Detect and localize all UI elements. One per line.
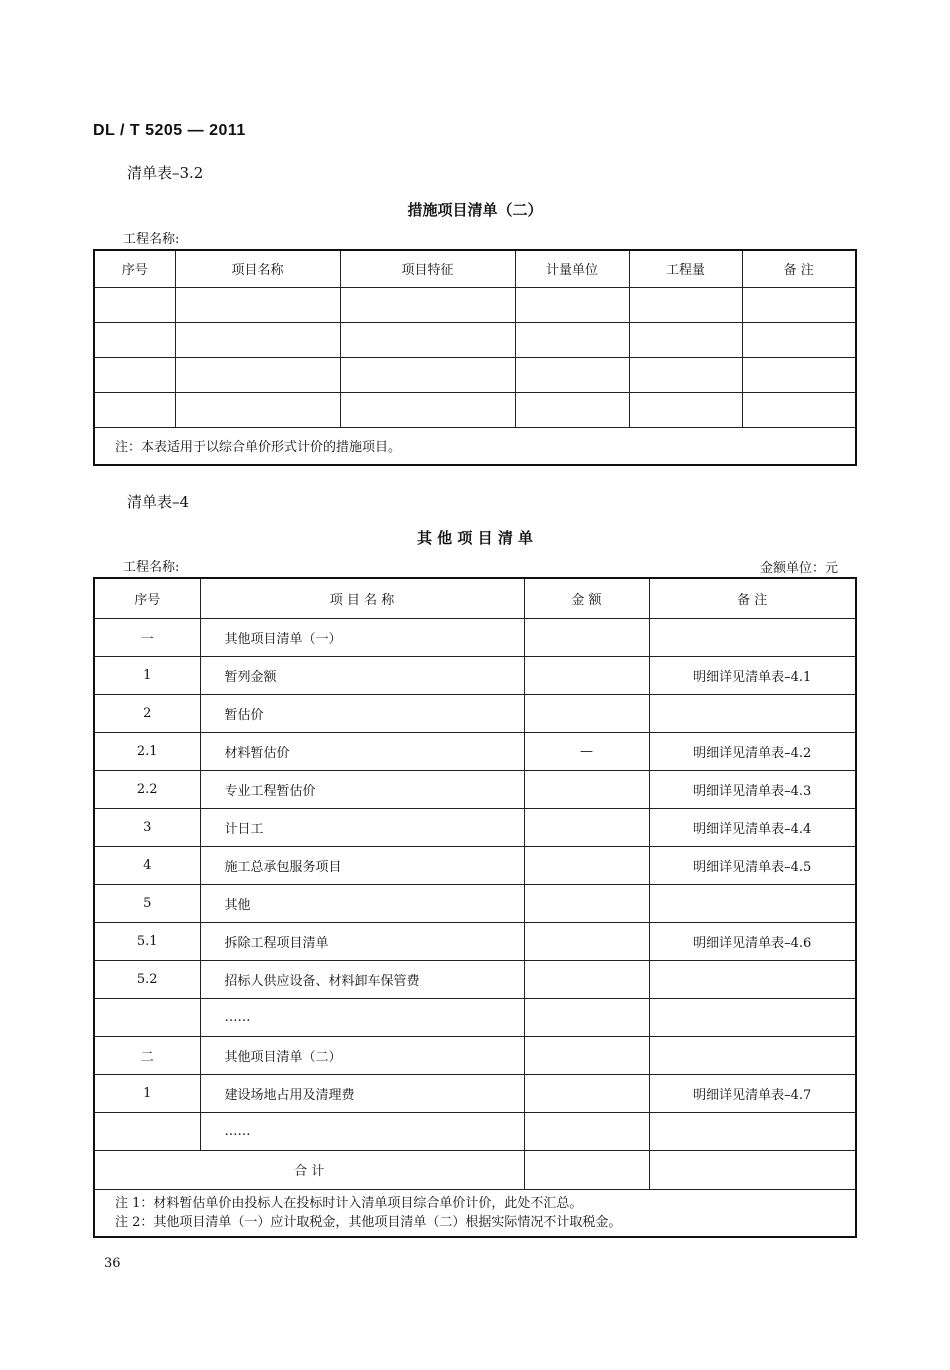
currency-unit-label: 金额单位：元 [759,561,838,576]
row-item-name: 施工总承包服务项目 [200,846,524,884]
row-item-name: 专业工程暂估价 [200,770,524,808]
total-amount [524,1150,649,1189]
table-row [94,732,856,770]
row-amount [524,998,649,1036]
measures-table [93,249,857,466]
row-remark: 明细详见清单表–4.7 [649,1074,856,1112]
row-amount [524,846,649,884]
row-item-name: 暂列金额 [200,656,524,694]
row-item-name: …… [200,1112,524,1150]
row-item-name: …… [200,998,524,1036]
standard-code: DL / T 5205 — 2011 [93,122,246,139]
table-title-other-items: 其 他 项 目 清 单 [416,529,534,547]
table-row [94,846,856,884]
row-remark [649,1112,856,1150]
row-amount: — [524,732,649,770]
row-number: 5.2 [94,960,200,998]
project-name-label: 工程名称: [123,232,180,247]
table-row [94,287,856,322]
row-remark: 明细详见清单表–4.4 [649,808,856,846]
row-amount [524,656,649,694]
row-number: 1 [94,1074,200,1112]
row-remark [649,1036,856,1074]
row-remark: 明细详见清单表–4.3 [649,770,856,808]
col-header: 金 额 [524,578,649,618]
row-item-name: 计日工 [200,808,524,846]
table-header-row [94,578,856,618]
col-header: 序号 [94,250,175,287]
row-number: 二 [94,1036,200,1074]
row-number: 一 [94,618,200,656]
row-number: 5 [94,884,200,922]
other-items-table [93,577,857,1238]
col-header: 项目特征 [340,250,515,287]
row-item-name: 其他项目清单（二） [200,1036,524,1074]
row-number [94,998,200,1036]
row-remark [649,998,856,1036]
table-row [94,960,856,998]
table-row [94,618,856,656]
row-item-name: 暂估价 [200,694,524,732]
table-row [94,808,856,846]
table-row [94,392,856,427]
row-amount [524,1112,649,1150]
table-row [94,694,856,732]
row-amount [524,770,649,808]
row-amount [524,618,649,656]
table-row [94,922,856,960]
table-title-measures: 措施项目清单（二） [407,201,543,219]
row-amount [524,1074,649,1112]
col-header: 备 注 [649,578,856,618]
table-row [94,656,856,694]
row-remark: 明细详见清单表–4.5 [649,846,856,884]
row-remark [649,960,856,998]
row-number [94,1112,200,1150]
table-note-2: 注 2：其他项目清单（一）应计取税金，其他项目清单（二）根据实际情况不计取税金。 [115,1214,622,1230]
row-item-name: 其他 [200,884,524,922]
row-amount [524,922,649,960]
col-header: 计量单位 [515,250,629,287]
row-amount [524,960,649,998]
row-item-name: 其他项目清单（一） [200,618,524,656]
row-number: 2.1 [94,732,200,770]
table-row [94,998,856,1036]
row-remark: 明细详见清单表–4.1 [649,656,856,694]
table-note-row [94,427,856,465]
table-row [94,770,856,808]
project-name-label: 工程名称: [123,560,180,575]
row-remark: 明细详见清单表–4.6 [649,922,856,960]
row-remark [649,618,856,656]
table-row [94,357,856,392]
row-number: 2.2 [94,770,200,808]
total-remark [649,1150,856,1189]
table-header-row [94,250,856,287]
row-amount [524,1036,649,1074]
row-amount [524,808,649,846]
row-number: 3 [94,808,200,846]
table-row [94,1074,856,1112]
table-notes [94,1189,856,1237]
row-amount [524,884,649,922]
page-number: 36 [104,1256,121,1271]
row-remark [649,694,856,732]
sheet-label-3-2: 清单表–3.2 [127,164,204,182]
sheet-label-4: 清单表–4 [127,493,190,511]
table-row [94,1112,856,1150]
row-item-name: 建设场地占用及清理费 [200,1074,524,1112]
row-item-name: 招标人供应设备、材料卸车保管费 [200,960,524,998]
row-remark: 明细详见清单表–4.2 [649,732,856,770]
row-amount [524,694,649,732]
table-row [94,884,856,922]
row-item-name: 材料暂估价 [200,732,524,770]
row-number: 4 [94,846,200,884]
total-label: 合 计 [94,1150,524,1189]
col-header: 序号 [94,578,200,618]
table-note: 注：本表适用于以综合单价形式计价的措施项目。 [94,427,856,465]
row-number: 5.1 [94,922,200,960]
table-row [94,322,856,357]
row-number: 1 [94,656,200,694]
table-row [94,1036,856,1074]
row-remark [649,884,856,922]
col-header: 工程量 [629,250,742,287]
table-note-1: 注 1：材料暂估单价由投标人在投标时计入清单项目综合单价计价，此处不汇总。 [115,1195,583,1211]
col-header: 项目名称 [175,250,340,287]
row-item-name: 拆除工程项目清单 [200,922,524,960]
row-number: 2 [94,694,200,732]
total-row [94,1150,856,1189]
col-header: 项 目 名 称 [200,578,524,618]
col-header: 备 注 [742,250,856,287]
table-notes-row [94,1189,856,1237]
